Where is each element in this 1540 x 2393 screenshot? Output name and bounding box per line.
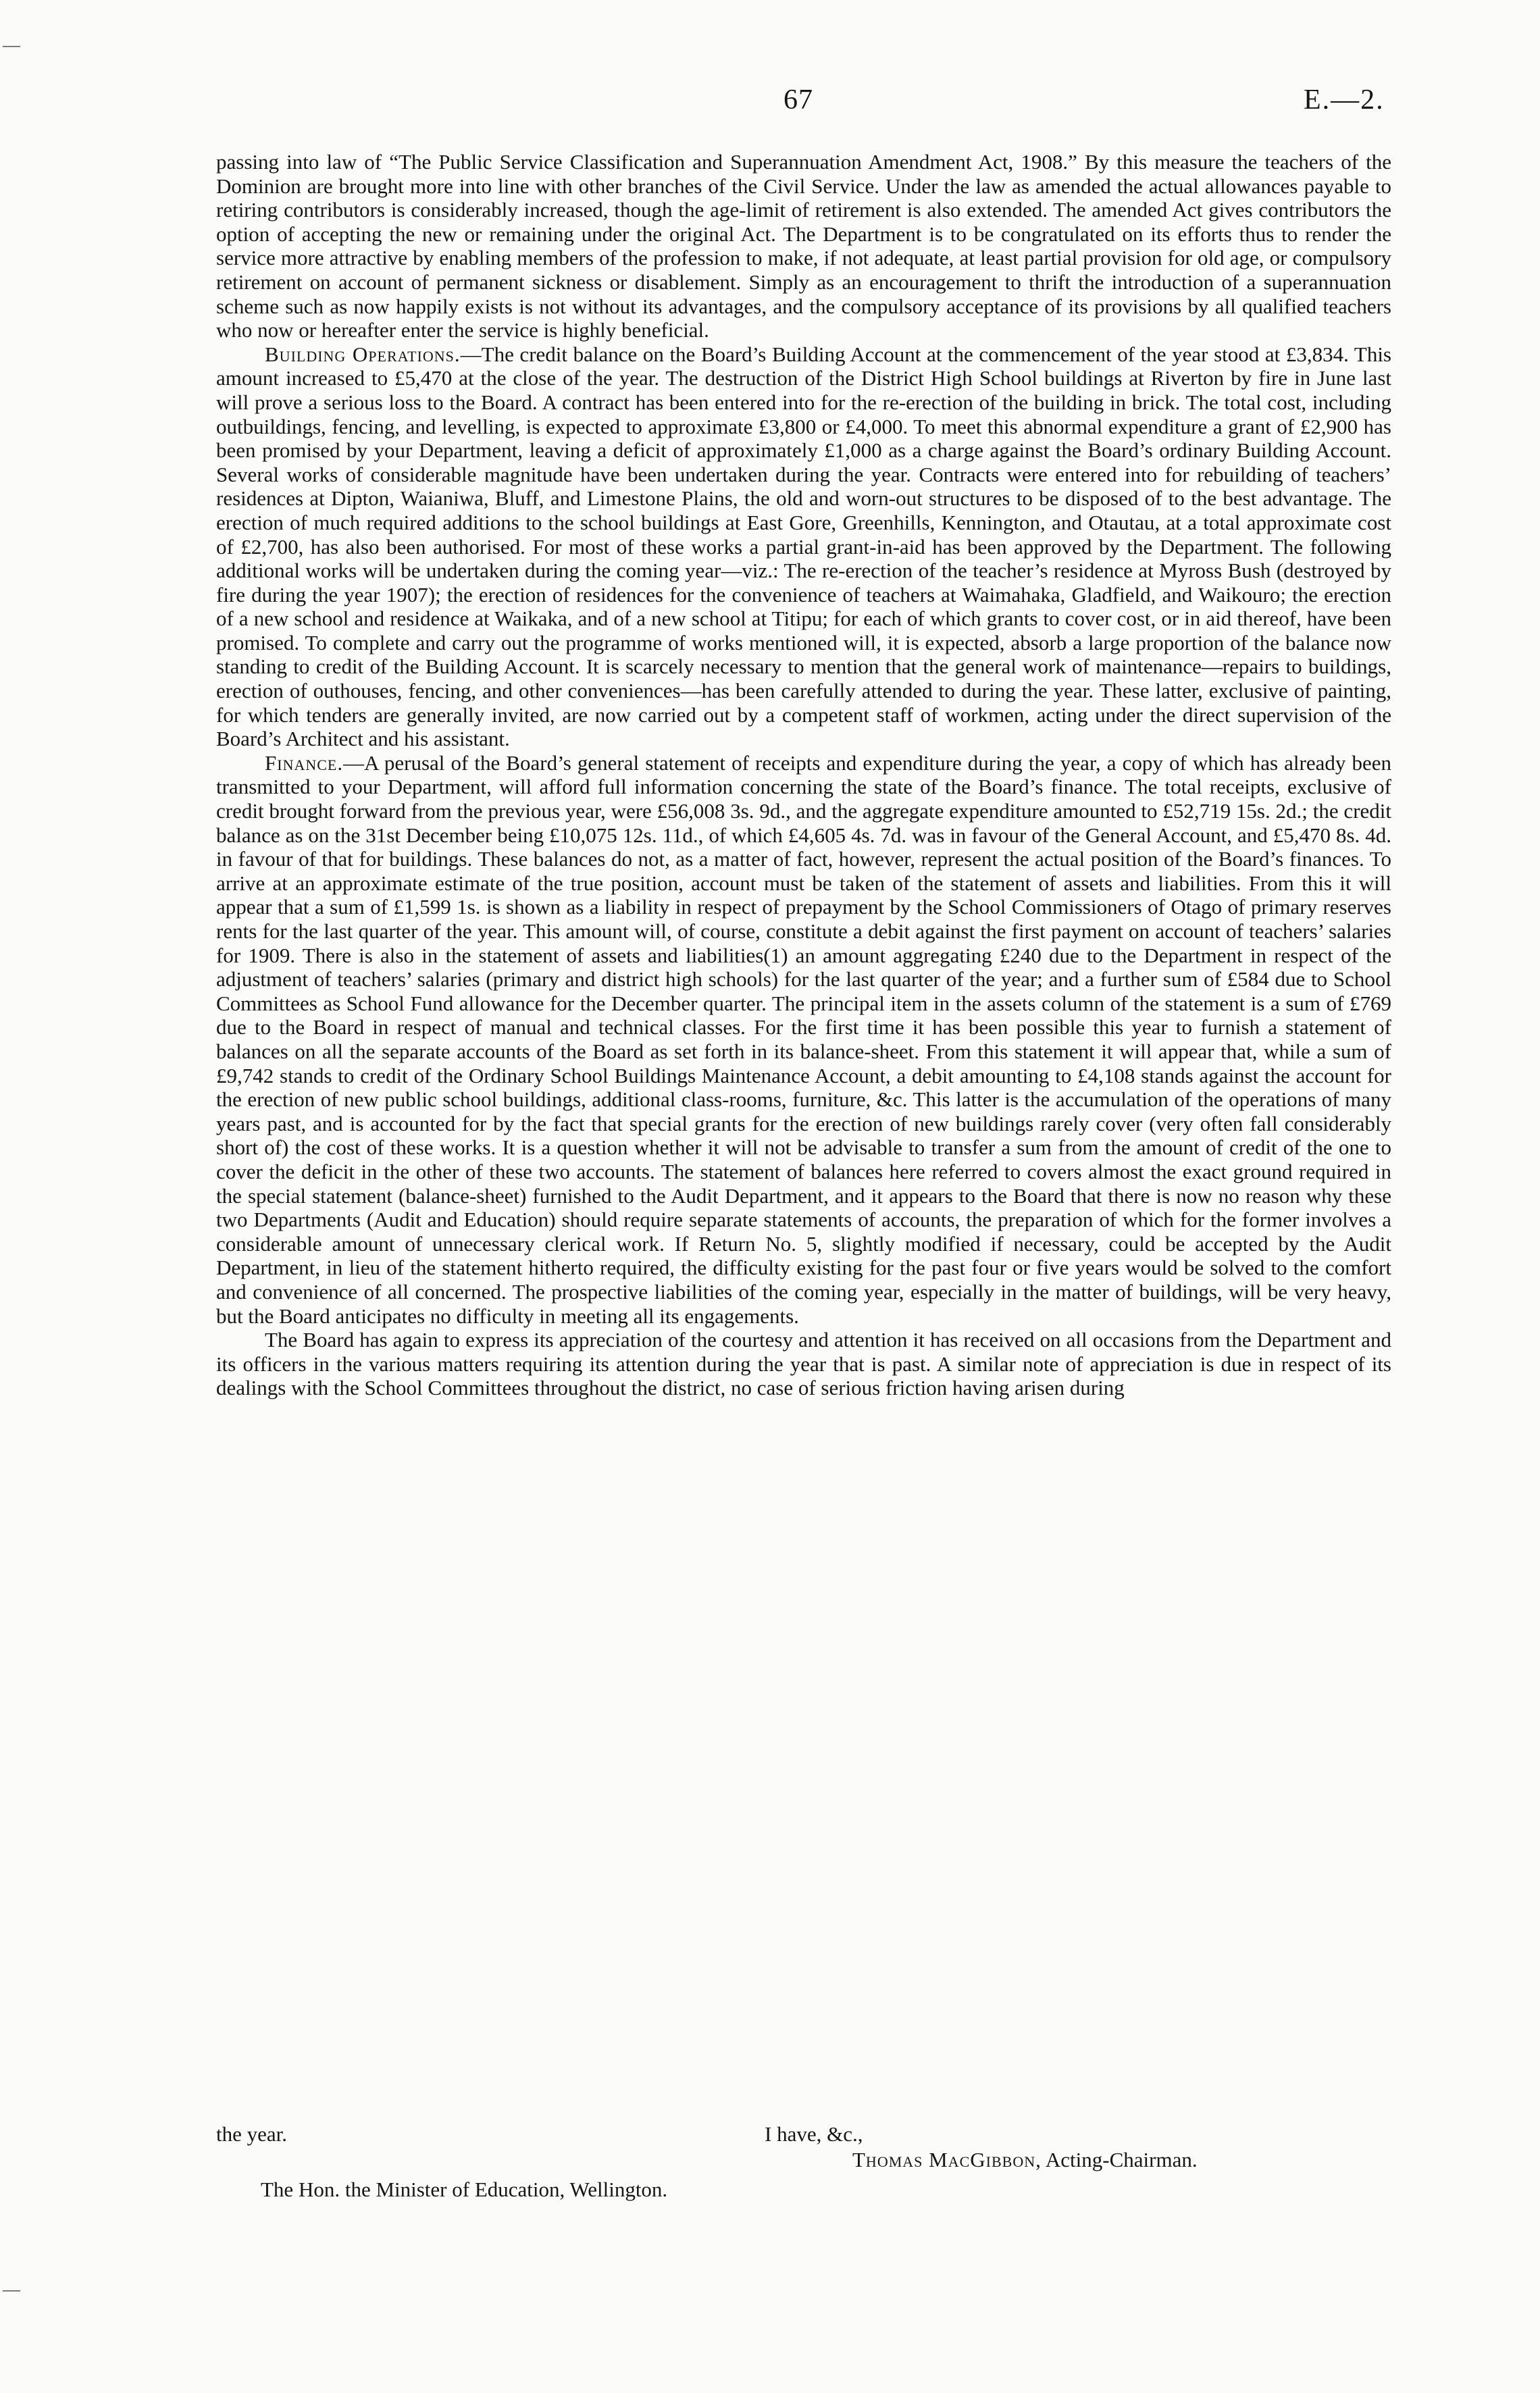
finance-paragraph	[216, 751, 1391, 1328]
scan-edge-mark: —	[3, 2280, 20, 2299]
finance-text: —A perusal of the Board’s general statement of receipts and expenditure during the year, a copy of which has already been transmitted to your Department, will afford full information concerning the state of the Board’s finance. The total receipts, exclusive of credit brought forward from the previous year, were £56,008 3s. 9d., and the aggregate expenditure amounted to £52,719 15s. 2d.; the credit balance as on the 31st December being £10,075 12s. 11d., of which £4,605 4s. 7d. was in favour of the General Account, and £5,470 8s. 4d. in favour of that for buildings. These balances do not, as a matter of fact, however, represent the actual position of the Board’s finances. To arrive at an approximate estimate of the true position, account must be taken of the statement of assets and liabilities. From this it will appear that a sum of £1,599 1s. is shown as a liability in respect of prepayment by the School Commissioners of Otago of primary reserves rents for the last quarter of the year. This amount will, of course, constitute a debit against the first payment on account of teachers’ salaries for 1909. There is also in the statement of assets and liabilities(1) an amount aggregating £240 due to the Department in respect of the adjustment of teachers’ salaries (primary and district high schools) for the last quarter of the year; and a further sum of £584 due to School Committees as School Fund allowance for the December quarter. The principal item in the assets column of the statement is a sum of £769 due to the Board in respect of manual and technical classes. For the first time it has been possible this year to furnish a statement of balances on all the separate accounts of the Board as set forth in its balance-sheet. From this statement it will appear that, while a sum of £9,742 stands to credit of the Ordinary School Buildings Maintenance Account, a debit amounting to £4,108 stands against the account for the erection of new public school buildings, additional class-rooms, furniture, &c. This latter is the accumulation of the operations of many years past, and is accounted for by the fact that special grants for the erection of new buildings rarely cover (very often fall considerably short of) the cost of these works. It is a question whether it will not be advisable to transfer a sum from the amount of credit of the one to cover the deficit in the other of these two accounts. The statement of balances here referred to covers almost the exact ground required in the special statement (balance-sheet) furnished to the Audit Department, and it appears to the Board that there is now no reason why these two Departments (Audit and Education) should require separate statements of accounts, the preparation of which for the former involves a considerable amount of unnecessary clerical work. If Return No. 5, slightly modified if necessary, could be accepted by the Audit Department, in lieu of the statement hitherto required, the difficulty existing for the past four or five years would be solved to the comfort and convenience of all concerned. The prospective liabilities of the coming year, especially in the matter of buildings, will be very heavy, but the Board anticipates no difficulty in meeting all its engagements.	[216, 750, 1391, 1328]
closing-end-words: the year.	[216, 2122, 288, 2146]
appreciation-paragraph: The Board has again to express its appreciation of the courtesy and attention it has received on all occasions from the Department and its officers in the various matters requiring its attention during the year that is past. A similar note of appreciation is due in respect of its dealings with the School Committees throughout the district, no case of serious friction having arisen during	[216, 1328, 1391, 1400]
building-operations-heading: Building Operations.	[265, 342, 461, 366]
finance-heading: Finance.	[265, 750, 344, 775]
signatory-title: Acting-Chairman.	[1045, 2148, 1198, 2171]
scan-edge-mark: —	[3, 35, 20, 55]
report-body	[216, 150, 1391, 1400]
building-operations-text: —The credit balance on the Board’s Building Account at the commencement of the year stood at £3,834. This amount increased to £5,470 at the close of the year. The destruction of the District High School buildings at Riverton by fire in June last will prove a serious loss to the Board. A contract has been entered into for the re-erection of the building in brick. The total cost, including outbuildings, fencing, and levelling, is expected to approximate £3,800 or £4,000. To meet this abnormal expenditure a grant of £2,900 has been promised by your Department, leaving a deficit of approximately £1,000 as a charge against the Board’s ordinary Building Account. Several works of considerable magnitude have been undertaken during the year. Contracts were entered into for rebuilding of teachers’ residences at Dipton, Waianiwa, Bluff, and Limestone Plains, the old and worn-out structures to be disposed of to the best advantage. The erection of much required additions to the school buildings at East Gore, Greenhills, Kennington, and Otautau, at a total approximate cost of £2,700, has also been authorised. For most of these works a partial grant-in-aid has been approved by the Department. The following additional works will be undertaken during the coming year—viz.: The re-erection of the teacher’s residence at Myross Bush (destroyed by fire during the year 1907); the erection of residences for the convenience of teachers at Waimahaka, Gladfield, and Waikouro; the erection of a new school and residence at Waikaka, and of a new school at Titipu; for each of which grants to cover cost, or in aid thereof, have been promised. To complete and carry out the programme of works mentioned will, it is expected, absorb a large proportion of the balance now standing to credit of the Building Account. It is scarcely necessary to mention that the general work of maintenance—repairs to buildings, erection of outhouses, fencing, and other conveniences—has been carefully attended to during the year. These latter, exclusive of painting, for which tenders are generally invited, are now carried out by a competent staff of workmen, acting under the direct supervision of the Board’s Architect and his assistant.	[216, 342, 1391, 751]
page-number: 67	[784, 84, 813, 115]
signature-line	[852, 2148, 1198, 2172]
building-operations-paragraph	[216, 342, 1391, 751]
document-reference: E.—2.	[1304, 84, 1385, 115]
signatory-name: Thomas MacGibbon,	[852, 2148, 1042, 2171]
addressee: The Hon. the Minister of Education, Wellington.	[261, 2178, 668, 2201]
salutation: I have, &c.,	[765, 2122, 863, 2146]
superannuation-paragraph: passing into law of “The Public Service Classification and Superannuation Amendment Act, 1908.” By this measure the teachers of the Dominion are brought more into line with other branches of the Civil Service. Under the law as amended the actual allowances payable to retiring contributors is considerably increased, though the age-limit of retirement is also extended. The amended Act gives contributors the option of accepting the new or remaining under the original Act. The Department is to be congratulated on its efforts thus to render the service more attractive by enabling members of the profession to make, if not adequate, at least partial provision for old age, or compulsory retirement on account of permanent sickness or disablement. Simply as an encouragement to thrift the introduction of a superannuation scheme such as now happily exists is not without its advantages, and the compulsory acceptance of its provisions by all qualified teachers who now or hereafter enter the service is highly beneficial.	[216, 150, 1391, 342]
